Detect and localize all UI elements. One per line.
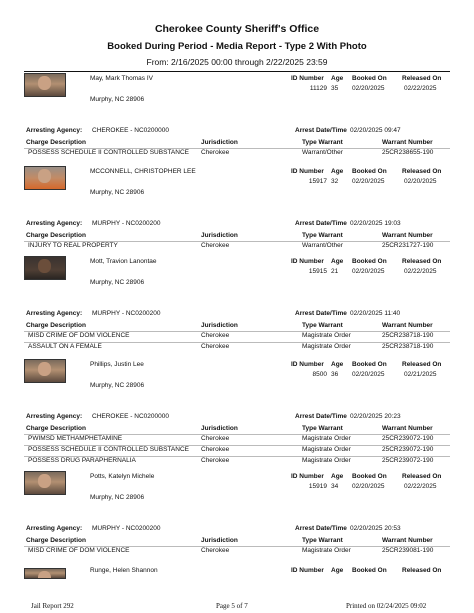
id-number-label: ID Number bbox=[291, 168, 324, 175]
charge-jurisdiction: Cherokee bbox=[201, 242, 230, 249]
id-number-label: ID Number bbox=[291, 361, 324, 368]
age-label: Age bbox=[331, 258, 344, 265]
arrest-datetime-label: Arrest Date/Time bbox=[295, 525, 347, 532]
charge-description: POSSESS SCHEDULE II CONTROLLED SUBSTANCE bbox=[28, 446, 189, 453]
released-on-value: 02/20/2025 bbox=[404, 178, 437, 185]
warrant-number-header: Warrant Number bbox=[382, 139, 433, 146]
charge-warrant-number: 25CR238718-190 bbox=[382, 332, 434, 339]
partial-record bbox=[0, 565, 474, 595]
age-label: Age bbox=[331, 75, 344, 82]
charge-jurisdiction: Cherokee bbox=[201, 343, 230, 350]
age-label: Age bbox=[331, 168, 344, 175]
released-on-label: Released On bbox=[402, 473, 442, 480]
arresting-agency-value: MURPHY - NC0200200 bbox=[92, 525, 161, 532]
footer-report-id: Jail Report 292 bbox=[31, 602, 74, 610]
charge-warrant-number: 25CR239081-190 bbox=[382, 547, 434, 554]
booking-record bbox=[0, 73, 474, 175]
id-number-value: 8500 bbox=[312, 371, 327, 378]
type-warrant-header: Type Warrant bbox=[302, 322, 343, 329]
booked-on-value: 02/20/2025 bbox=[352, 371, 385, 378]
id-number-label: ID Number bbox=[291, 567, 324, 574]
arrest-datetime-label: Arrest Date/Time bbox=[295, 310, 347, 317]
charge-warrant-number: 25CR239072-190 bbox=[382, 457, 434, 464]
age-value: 35 bbox=[331, 85, 339, 92]
warrant-number-header: Warrant Number bbox=[382, 322, 433, 329]
type-warrant-header: Type Warrant bbox=[302, 425, 343, 432]
released-on-label: Released On bbox=[402, 168, 442, 175]
released-on-value: 02/22/2025 bbox=[404, 483, 437, 490]
mugshot-photo bbox=[24, 568, 66, 579]
charge-type-warrant: Warrant/Other bbox=[302, 149, 343, 156]
arrest-datetime-value: 02/20/2025 09:47 bbox=[350, 127, 401, 134]
inmate-name: Potts, Katelyn Michele bbox=[90, 473, 155, 480]
booked-on-label: Booked On bbox=[352, 168, 387, 175]
released-on-label: Released On bbox=[402, 567, 442, 574]
id-number-label: ID Number bbox=[291, 473, 324, 480]
charge-type-warrant: Magistrate Order bbox=[302, 435, 351, 442]
booked-on-value: 02/20/2025 bbox=[352, 268, 385, 275]
id-number-value: 15917 bbox=[308, 178, 327, 185]
arrest-datetime-label: Arrest Date/Time bbox=[295, 220, 347, 227]
charge-warrant-number: 25CR238655-190 bbox=[382, 149, 434, 156]
face-shape bbox=[38, 362, 51, 376]
booking-record bbox=[0, 359, 474, 464]
charge-warrant-number: 25CR239072-190 bbox=[382, 435, 434, 442]
inmate-city: Murphy, NC 28906 bbox=[90, 96, 145, 103]
inmate-name: Phillips, Justin Lee bbox=[90, 361, 144, 368]
charge-warrant-number: 25CR231727-190 bbox=[382, 242, 434, 249]
charge-type-warrant: Magistrate Order bbox=[302, 457, 351, 464]
face-shape bbox=[38, 76, 51, 90]
charge-jurisdiction: Cherokee bbox=[201, 332, 230, 339]
face-shape bbox=[38, 474, 51, 488]
id-number-value: 11129 bbox=[309, 85, 327, 92]
inmate-name: May, Mark Thomas IV bbox=[90, 75, 153, 82]
header-rule bbox=[24, 71, 450, 72]
released-on-label: Released On bbox=[402, 361, 442, 368]
jurisdiction-header: Jurisdiction bbox=[201, 232, 238, 239]
face-shape bbox=[38, 169, 51, 183]
arrest-datetime-label: Arrest Date/Time bbox=[295, 413, 347, 420]
released-on-value: 02/22/2025 bbox=[404, 85, 437, 92]
age-label: Age bbox=[331, 567, 344, 574]
age-value: 36 bbox=[331, 371, 339, 378]
report-title: Cherokee County Sheriff's Office bbox=[154, 23, 320, 35]
footer-page-number: Page 5 of 7 bbox=[216, 602, 248, 610]
arresting-agency-label: Arresting Agency: bbox=[26, 310, 83, 317]
charge-type-warrant: Warrant/Other bbox=[302, 242, 343, 249]
footer-printed-on: Printed on 02/24/2025 09:02 bbox=[346, 602, 427, 610]
warrant-number-header: Warrant Number bbox=[382, 232, 433, 239]
warrant-number-header: Warrant Number bbox=[382, 425, 433, 432]
charge-description: PWIMSD METHAMPHETAMINE bbox=[28, 435, 123, 442]
age-label: Age bbox=[331, 473, 344, 480]
charge-type-warrant: Magistrate Order bbox=[302, 332, 351, 339]
charge-description-header: Charge Description bbox=[26, 232, 86, 239]
charge-jurisdiction: Cherokee bbox=[201, 446, 230, 453]
mugshot-photo bbox=[24, 73, 66, 97]
type-warrant-header: Type Warrant bbox=[302, 139, 343, 146]
charge-description-header: Charge Description bbox=[26, 537, 86, 544]
report-date-range: From: 2/16/2025 00:00 through 2/22/2025 23:59 bbox=[146, 57, 328, 67]
charge-type-warrant: Magistrate Order bbox=[302, 446, 351, 453]
jurisdiction-header: Jurisdiction bbox=[201, 139, 238, 146]
jurisdiction-header: Jurisdiction bbox=[201, 425, 238, 432]
booked-on-label: Booked On bbox=[352, 567, 387, 574]
charge-jurisdiction: Cherokee bbox=[201, 149, 230, 156]
booking-record bbox=[0, 471, 474, 573]
id-number-label: ID Number bbox=[291, 75, 324, 82]
booking-record bbox=[0, 256, 474, 358]
charge-description: POSSESS SCHEDULE II CONTROLLED SUBSTANCE bbox=[28, 149, 189, 156]
jurisdiction-header: Jurisdiction bbox=[201, 322, 238, 329]
age-value: 34 bbox=[331, 483, 339, 490]
arrest-datetime-value: 02/20/2025 11:40 bbox=[350, 310, 401, 317]
charge-description: MISD CRIME OF DOM VIOLENCE bbox=[28, 547, 130, 554]
id-number-label: ID Number bbox=[291, 258, 324, 265]
arrest-datetime-value: 02/20/2025 19:03 bbox=[350, 220, 401, 227]
face-shape bbox=[38, 259, 51, 273]
type-warrant-header: Type Warrant bbox=[302, 232, 343, 239]
inmate-city: Murphy, NC 28906 bbox=[90, 279, 145, 286]
type-warrant-header: Type Warrant bbox=[302, 537, 343, 544]
charge-jurisdiction: Cherokee bbox=[201, 457, 230, 464]
inmate-city: Murphy, NC 28906 bbox=[90, 494, 145, 501]
arresting-agency-label: Arresting Agency: bbox=[26, 220, 83, 227]
arrest-datetime-value: 02/20/2025 20:23 bbox=[350, 413, 401, 420]
booking-record bbox=[0, 166, 474, 268]
arresting-agency-value: MURPHY - NC0200200 bbox=[92, 310, 161, 317]
released-on-value: 02/22/2025 bbox=[404, 268, 437, 275]
charge-description: ASSAULT ON A FEMALE bbox=[28, 343, 102, 350]
inmate-name: Runge, Helen Shannon bbox=[90, 567, 158, 574]
booked-on-value: 02/20/2025 bbox=[352, 85, 385, 92]
age-label: Age bbox=[331, 361, 344, 368]
age-value: 32 bbox=[331, 178, 339, 185]
released-on-label: Released On bbox=[402, 258, 442, 265]
booked-on-value: 02/20/2025 bbox=[352, 178, 385, 185]
booked-on-label: Booked On bbox=[352, 473, 387, 480]
released-on-label: Released On bbox=[402, 75, 442, 82]
mugshot-photo bbox=[24, 166, 66, 190]
released-on-value: 02/21/2025 bbox=[404, 371, 437, 378]
warrant-number-header: Warrant Number bbox=[382, 537, 433, 544]
arresting-agency-value: CHEROKEE - NC0200000 bbox=[92, 127, 169, 134]
arresting-agency-label: Arresting Agency: bbox=[26, 127, 83, 134]
inmate-city: Murphy, NC 28906 bbox=[90, 189, 145, 196]
mugshot-photo bbox=[24, 256, 66, 280]
id-number-value: 15919 bbox=[308, 483, 327, 490]
report-subtitle: Booked During Period - Media Report - Type 2 With Photo bbox=[107, 41, 367, 52]
arresting-agency-label: Arresting Agency: bbox=[26, 413, 83, 420]
id-number-value: 15915 bbox=[308, 268, 327, 275]
charge-warrant-number: 25CR239072-190 bbox=[382, 446, 434, 453]
charge-jurisdiction: Cherokee bbox=[201, 435, 230, 442]
jurisdiction-header: Jurisdiction bbox=[201, 537, 238, 544]
booked-on-value: 02/20/2025 bbox=[352, 483, 385, 490]
charge-type-warrant: Magistrate Order bbox=[302, 547, 351, 554]
charge-description-header: Charge Description bbox=[26, 322, 86, 329]
inmate-name: Mott, Travion Lanontae bbox=[90, 258, 157, 265]
booked-on-label: Booked On bbox=[352, 75, 387, 82]
arrest-datetime-label: Arrest Date/Time bbox=[295, 127, 347, 134]
arresting-agency-value: CHEROKEE - NC0200000 bbox=[92, 413, 169, 420]
booked-on-label: Booked On bbox=[352, 258, 387, 265]
charge-warrant-number: 25CR238718-190 bbox=[382, 343, 434, 350]
inmate-name: MCCONNELL, CHRISTOPHER LEE bbox=[90, 168, 196, 175]
charge-description-header: Charge Description bbox=[26, 425, 86, 432]
arrest-datetime-value: 02/20/2025 20:53 bbox=[350, 525, 401, 532]
booked-on-label: Booked On bbox=[352, 361, 387, 368]
charge-type-warrant: Magistrate Order bbox=[302, 343, 351, 350]
arresting-agency-value: MURPHY - NC0200200 bbox=[92, 220, 161, 227]
charge-description: POSSESS DRUG PARAPHERNALIA bbox=[28, 457, 136, 464]
mugshot-photo bbox=[24, 471, 66, 495]
mugshot-photo bbox=[24, 359, 66, 383]
inmate-city: Murphy, NC 28906 bbox=[90, 382, 145, 389]
charge-description: INJURY TO REAL PROPERTY bbox=[28, 242, 118, 249]
arresting-agency-label: Arresting Agency: bbox=[26, 525, 83, 532]
charge-jurisdiction: Cherokee bbox=[201, 547, 230, 554]
charge-description: MISD CRIME OF DOM VIOLENCE bbox=[28, 332, 130, 339]
age-value: 21 bbox=[331, 268, 339, 275]
charge-description-header: Charge Description bbox=[26, 139, 86, 146]
